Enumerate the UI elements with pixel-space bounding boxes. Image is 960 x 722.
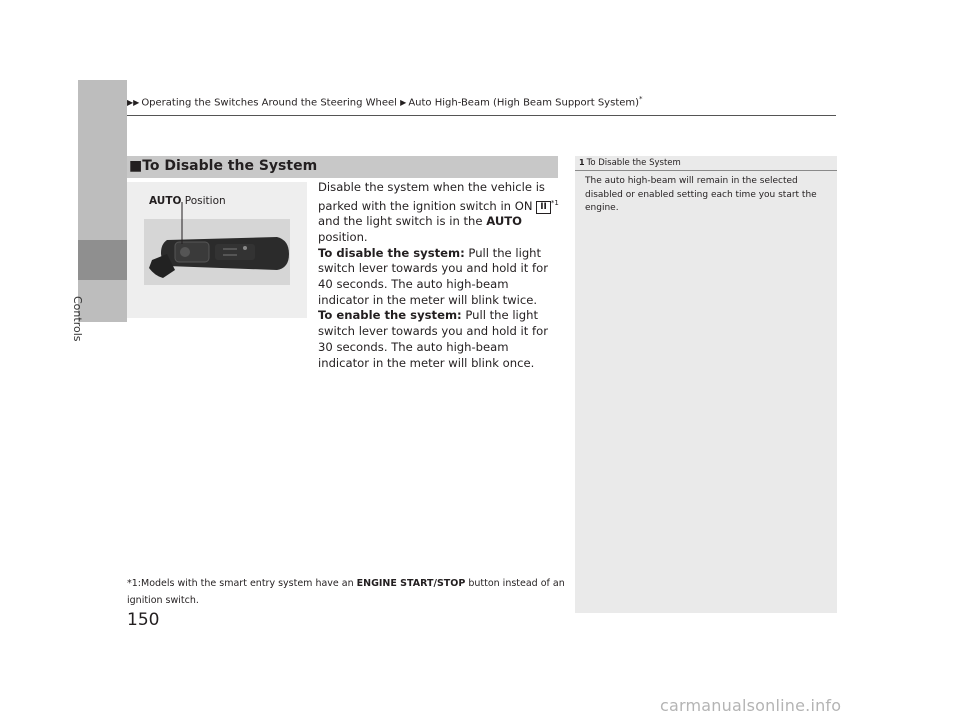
note-panel	[575, 156, 837, 613]
footnote	[127, 575, 567, 609]
disable-heading: To disable the system:	[318, 245, 465, 260]
paragraph-enable	[318, 308, 562, 371]
text-run: position.	[318, 229, 368, 244]
square-bullet-icon: ■	[129, 158, 143, 174]
footnote-bold: ENGINE START/STOP	[356, 578, 466, 589]
note-body: The auto high-beam will remain in the selected disabled or enabled setting each time you start the engine.	[585, 176, 817, 213]
auto-bold: AUTO	[486, 214, 522, 229]
paragraph-conditions	[318, 180, 562, 246]
breadcrumb-part-1: Operating the Switches Around the Steering Wheel	[141, 97, 397, 109]
triangle-right-icon: ▶	[400, 98, 407, 108]
paragraph-disable	[318, 246, 562, 309]
enable-heading: To enable the system:	[318, 308, 462, 323]
note-title-text: To Disable the System	[586, 158, 681, 168]
side-tab-active-marker	[78, 240, 127, 280]
page-number: 150	[127, 610, 160, 630]
text-run: button instead of an ignition switch.	[127, 578, 565, 606]
triangle-right-icon: ▶▶	[127, 98, 140, 108]
note-title	[579, 158, 681, 168]
section-title-text: To Disable the System	[142, 158, 318, 174]
text-run: Disable the system when the vehicle is parked with the ignition switch in ON	[318, 180, 545, 213]
header-rule	[127, 115, 836, 116]
figure-label	[149, 195, 226, 207]
text-run: Pull the light switch lever towards you and hold it for 30 seconds. The auto high-beam indicator in the meter will blink once.	[318, 308, 548, 370]
ignition-position-key: II	[536, 201, 551, 214]
section-title	[129, 158, 317, 174]
breadcrumb-part-2: Auto High-Beam (High Beam Support System)	[408, 97, 640, 109]
side-tab	[78, 80, 127, 322]
body-text	[318, 180, 562, 371]
figure-label-rest: Position	[184, 195, 226, 207]
breadcrumb	[127, 95, 643, 108]
text-run: and the light switch is in the	[318, 214, 487, 229]
text-run: *1:Models with the smart entry system have an	[127, 578, 357, 589]
figure-label-bold: AUTO	[149, 195, 182, 207]
side-tab-label: Controls	[71, 296, 84, 342]
watermark: carmanualsonline.info	[660, 696, 842, 715]
footnote-ref: *1	[550, 198, 559, 207]
breadcrumb-marker: *	[639, 95, 643, 103]
note-ref-marker: 1	[579, 158, 585, 167]
text-run: Pull the light switch lever towards you and hold it for 40 seconds. The auto high-beam indicator in the meter will blink twice.	[318, 245, 548, 307]
